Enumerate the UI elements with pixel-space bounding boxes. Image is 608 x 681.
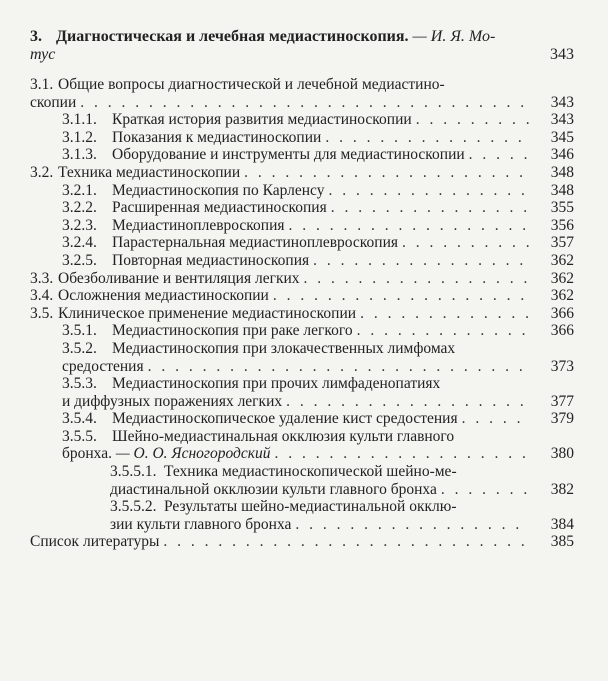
toc-entry[interactable]	[30, 340, 574, 375]
chapter-page: 343	[550, 46, 574, 63]
entry-page: 343	[550, 111, 574, 129]
entry-number: 3.5.	[30, 304, 54, 322]
entry-number: 3.5.2.	[62, 339, 97, 357]
entry-page: 362	[550, 287, 574, 305]
toc-entry[interactable]	[30, 270, 574, 288]
entry-number: 3.5.1.	[62, 322, 97, 340]
toc-entry[interactable]	[30, 463, 574, 498]
entry-title: Обезболивание и вентиляция легких	[58, 269, 300, 287]
entry-number: 3.1.3.	[62, 146, 97, 164]
toc-entry[interactable]	[30, 322, 574, 340]
leader-dots	[313, 252, 530, 270]
entry-title: Результаты шейно-медиастинальной окклю-	[164, 498, 457, 516]
entry-author: — О. О. Ясногородский	[115, 445, 271, 463]
entry-title: Оборудование и инструменты для медиастиноскопии	[112, 146, 465, 164]
entry-page: 380	[550, 445, 574, 463]
entry-title-cont: скопии	[30, 93, 77, 111]
entry-title: Медиастиноскопия при раке легкого	[112, 322, 353, 340]
entry-title: Клиническое применение медиастиноскопии	[58, 304, 357, 322]
entry-page: 366	[550, 304, 574, 322]
entry-number: 3.5.5.1.	[110, 463, 157, 481]
entry-page: 379	[550, 410, 574, 428]
leader-dots	[286, 393, 530, 411]
leader-dots	[462, 410, 530, 428]
entry-page: 356	[550, 216, 574, 234]
entry-page: 348	[550, 163, 574, 181]
entry-number: 3.2.1.	[62, 181, 97, 199]
entry-page: 345	[550, 128, 574, 146]
chapter-author-cont: тус	[30, 46, 56, 63]
toc-entry[interactable]	[30, 199, 574, 217]
entry-title: Медиастиноскопия по Карленсу	[112, 181, 325, 199]
entry-number: 3.2.5.	[62, 251, 97, 269]
entry-number: 3.4.	[30, 287, 54, 305]
entry-page: 355	[550, 199, 574, 217]
entry-number: 3.2.4.	[62, 234, 97, 252]
leader-dots	[304, 270, 530, 288]
leader-dots	[402, 234, 530, 252]
toc-entry[interactable]	[30, 252, 574, 270]
leader-dots	[80, 94, 530, 112]
entry-page: 373	[550, 357, 574, 375]
entry-title: Краткая история развития медиастиноскопии	[112, 111, 412, 129]
entry-number: 3.1.2.	[62, 128, 97, 146]
entry-title-cont: средостения	[62, 357, 144, 375]
entry-title: Расширенная медиастиноскопия	[112, 199, 327, 217]
leader-dots	[357, 322, 530, 340]
toc-entry[interactable]	[30, 287, 574, 305]
entry-page: 362	[550, 251, 574, 269]
leader-dots	[441, 481, 530, 499]
entry-page: 377	[550, 392, 574, 410]
entry-title: Медиастиноскопическое удаление кист средостения	[112, 410, 458, 428]
toc-entry[interactable]	[30, 234, 574, 252]
toc-entry[interactable]	[30, 146, 574, 164]
toc-entry[interactable]	[30, 129, 574, 147]
chapter-heading	[30, 28, 574, 66]
entry-title-cont: и диффузных поражениях легких	[62, 392, 283, 410]
entry-title: Показания к медиастиноскопии	[112, 128, 322, 146]
leader-dots	[274, 445, 530, 463]
entry-title: Техника медиастиноскопии	[58, 163, 241, 181]
entry-number: 3.5.4.	[62, 410, 97, 428]
entry-number: 3.2.	[30, 163, 54, 181]
entry-title-cont: зии культи главного бронха	[110, 515, 292, 533]
entry-title: Медиастиноскопия при прочих лимфаденопатиях	[112, 375, 441, 393]
entry-title: Техника медиастиноскопической шейно-ме-	[164, 463, 457, 481]
entry-page: 348	[550, 181, 574, 199]
leader-dots	[331, 199, 530, 217]
leader-dots	[469, 146, 530, 164]
leader-dots	[295, 516, 530, 534]
leader-dots	[416, 111, 530, 129]
entry-page: 382	[550, 480, 574, 498]
entry-page: 362	[550, 269, 574, 287]
leader-dots	[289, 217, 530, 235]
entry-number: 3.5.5.	[62, 427, 97, 445]
leader-dots	[328, 182, 530, 200]
entry-page: 357	[550, 234, 574, 252]
leader-dots	[244, 164, 530, 182]
leader-dots	[325, 129, 530, 147]
entry-page: 343	[550, 93, 574, 111]
toc-list	[30, 76, 574, 551]
leader-dots	[273, 287, 530, 305]
toc-entry[interactable]	[30, 428, 574, 463]
toc-entry[interactable]	[30, 217, 574, 235]
leader-dots	[148, 358, 530, 376]
entry-title: Общие вопросы диагностической и лечебной медиастино-	[58, 76, 445, 93]
entry-title: Медиастиноскопия при злокачественных лимфомах	[112, 339, 456, 357]
toc-entry[interactable]	[30, 533, 574, 551]
entry-number: 3.2.2.	[62, 199, 97, 217]
entry-number: 3.3.	[30, 269, 54, 287]
entry-number: 3.1.1.	[62, 111, 97, 129]
entry-title: Повторная медиастиноскопия	[112, 251, 310, 269]
chapter-author: — И. Я. Мо-	[412, 28, 496, 45]
entry-number: 3.1.	[30, 76, 54, 93]
entry-number: 3.5.5.2.	[110, 498, 157, 516]
toc-entry[interactable]	[30, 182, 574, 200]
toc-entry[interactable]	[30, 410, 574, 428]
entry-page: 384	[550, 515, 574, 533]
entry-number: 3.2.3.	[62, 216, 97, 234]
entry-title: Парастернальная медиастиноплевроскопия	[112, 234, 399, 252]
entry-title-cont: бронха.	[62, 445, 112, 463]
entry-title-cont: диастинальной окклюзии культи главного бронха	[110, 480, 437, 498]
toc-entry[interactable]	[30, 111, 574, 129]
chapter-title: Диагностическая и лечебная медиастиноскопия.	[56, 28, 409, 45]
toc-entry[interactable]	[30, 375, 574, 410]
entry-page: 346	[550, 146, 574, 164]
chapter-number: 3.	[30, 28, 42, 45]
entry-page: 366	[550, 322, 574, 340]
toc-entry[interactable]	[30, 498, 574, 533]
entry-title: Медиастиноплевроскопия	[112, 216, 285, 234]
toc-entry[interactable]	[30, 76, 574, 111]
entry-title: Список литературы	[30, 533, 160, 551]
entry-number: 3.5.3.	[62, 375, 97, 393]
entry-page: 385	[550, 533, 574, 551]
entry-title: Шейно-медиастинальная окклюзия культи главного	[112, 427, 455, 445]
entry-title: Осложнения медиастиноскопии	[58, 287, 269, 305]
leader-dots	[360, 305, 530, 323]
toc-entry[interactable]	[30, 305, 574, 323]
leader-dots	[163, 533, 530, 551]
toc-entry[interactable]	[30, 164, 574, 182]
